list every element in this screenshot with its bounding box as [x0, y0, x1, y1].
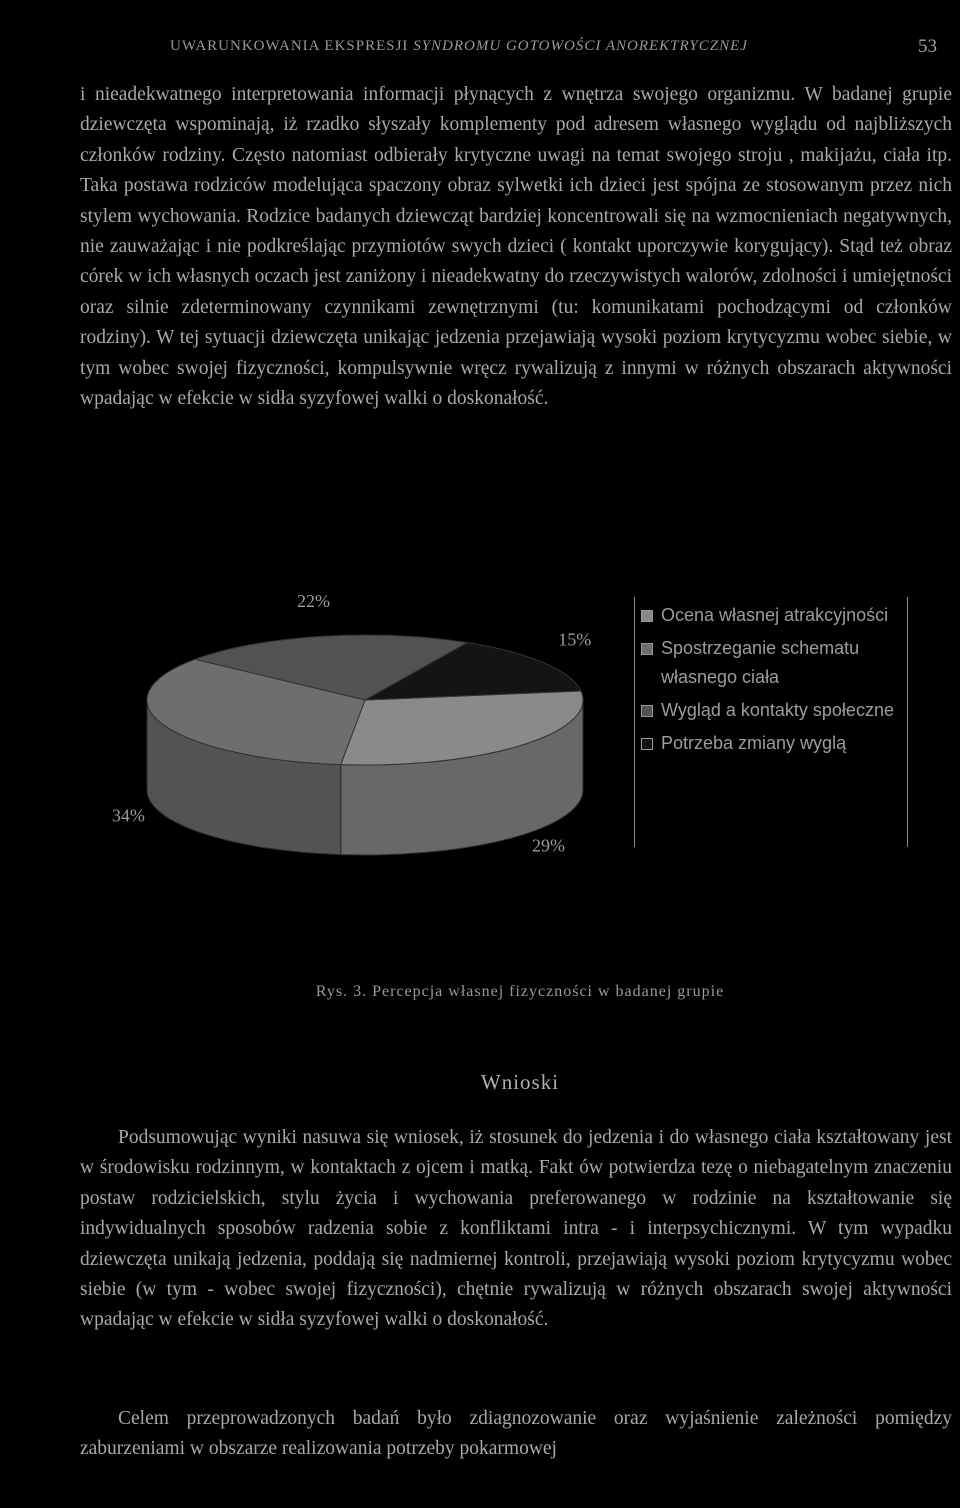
legend-item: [635, 601, 907, 630]
legend-label: Ocena własnej atrakcyjności: [661, 605, 889, 625]
legend-swatch: [641, 705, 653, 717]
pie-tops: [147, 635, 583, 765]
legend-item: [635, 696, 907, 725]
section-title: Wnioski: [480, 1070, 560, 1094]
header-title-plain: UWARUNKOWANIA EKSPRESJI: [170, 38, 414, 54]
pie-value-label: 29%: [532, 835, 566, 856]
pie-value-label: 22%: [297, 590, 331, 611]
legend-swatch: [641, 643, 653, 655]
paragraph-3: Celem przeprowadzonych badań było zdiagnozowanie oraz wyjaśnienie zależności pomiędzy zaburzeniami w obszarze realizowania potrzeby pokarmowej: [80, 1408, 952, 1460]
legend-item: [635, 729, 907, 758]
pie-value-label: 34%: [111, 805, 145, 826]
page-number: 53: [918, 36, 937, 57]
paragraph-2: Podsumowując wyniki nasuwa się wniosek, iż stosunek do jedzenia i do własnego ciała kształtowany jest w środowisku rodzinnym, w kontaktach z ojcem i matką. Fakt ów potwierdza tezę o niebagatelnym znaczeniu postaw rodzicielskich, stylu życia i wychowania preferowanego w rodzinie na kształtowanie się indywidualnych sposobów radzenia sobie z konfliktami intra - i interpsychicznymi. W tym wypadku dziewczęta unikają jedzenia, poddają się nadmiernej kontroli, przejawiają wysoki poziom krytycyzmu wobec siebie (w tym - wobec swojej fizyczności), chętnie rywalizują w różnych obszarach swojej aktywności wpadając w efekcie w sidła syzyfowej walki o doskonałość.: [80, 1127, 952, 1331]
legend-label: Spostrzeganie schematu własnego ciała: [661, 638, 860, 687]
figure-caption: Rys. 3. Percepcja własnej fizyczności w badanej grupie: [315, 983, 725, 1000]
legend-item: [635, 634, 907, 692]
legend-label: Potrzeba zmiany wyglą: [661, 733, 847, 753]
legend-label: Wygląd a kontakty społeczne: [661, 700, 894, 720]
paragraph-1: i nieadekwatnego interpretowania informacji płynących z wnętrza swojego organizmu. W badanej grupie dziewczęta wspominają, iż rzadko słyszały komplementy pod adresem własnego wyglądu od najbliższych członków rodziny. Często natomiast odbierały krytyczne uwagi na temat swojego stroju , makijażu, ciała itp. Taka postawa rodziców modelująca spaczony obraz sylwetki ich dzieci jest spójna ze stosowanym przez nich stylem wychowania. Rodzice badanych dziewcząt bardziej koncentrowali się na wzmocnieniach negatywnych, nie zauważając i nie podkreślając przymiotów swych dzieci ( kontakt uporczywie korygujący). Stąd też obraz córek w ich własnych oczach jest zaniżony i nieadekwatny do rzeczywistych walorów, zdolności i umiejętności oraz silnie zdeterminowany czynnikami zewnętrznymi (tu: komunikatami pochodzącymi od członków rodziny). W tej sytuacji dziewczęta unikając jedzenia przejawiają wysoki poziom krytycyzmu wobec siebie, w tym wobec swojej fizyczności, kompulsywnie wręcz rywalizują z innymi w różnych obszarach aktywności wpadając w efekcie w sidła syzyfowej walki o doskonałość.: [80, 84, 952, 410]
pie-value-label: 15%: [558, 629, 592, 650]
legend-swatch: [641, 738, 653, 750]
running-header: [170, 38, 930, 55]
chart-legend: [634, 597, 908, 847]
legend-swatch: [641, 610, 653, 622]
header-title-italic: SYNDROMU GOTOWOŚCI ANOREKTRYCZNEJ: [413, 38, 748, 54]
